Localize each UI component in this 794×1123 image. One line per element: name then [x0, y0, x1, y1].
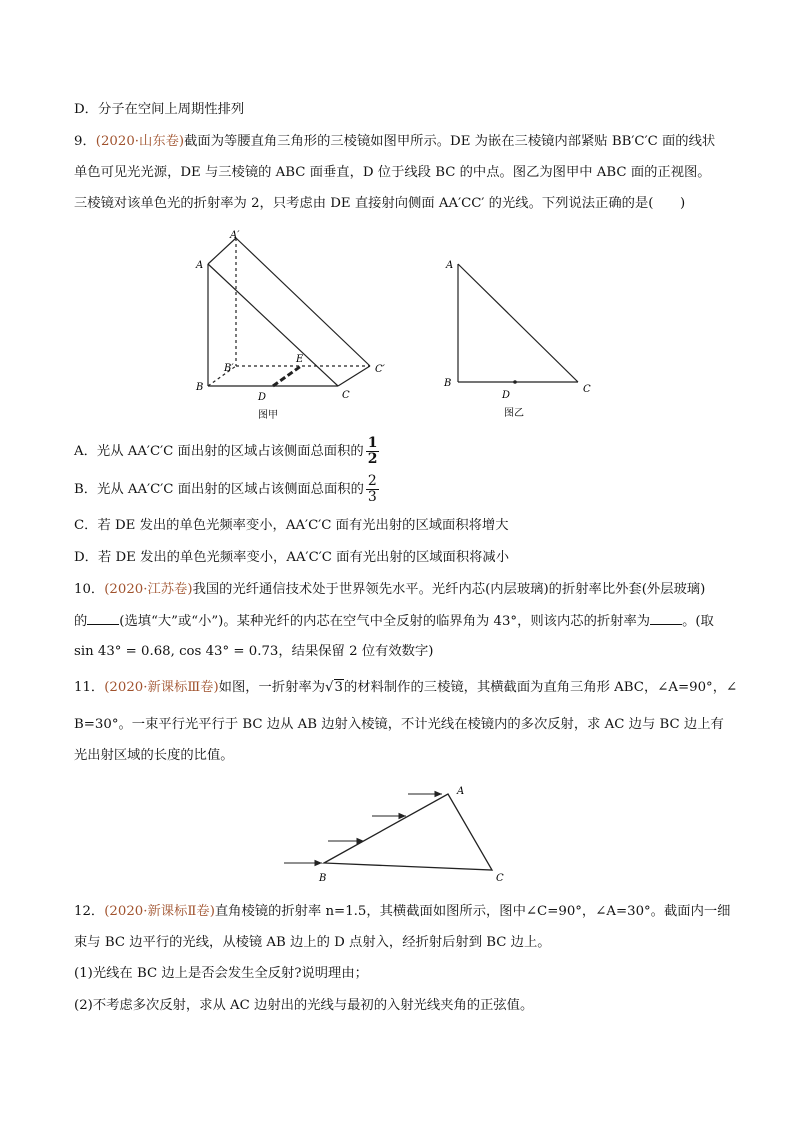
- fig-yi-label-c: C: [583, 384, 591, 395]
- q12-source: (2020·新课标Ⅱ卷): [104, 904, 215, 919]
- q9-option-a: A．光从 AA′C′C 面出射的区域占该侧面总面积的 $\frac{1}{2}$: [74, 435, 378, 467]
- q9-figure-jia: [190, 226, 390, 422]
- q9-option-c: C．若 DE 发出的单色光频率变小，AA′C′C 面有光出射的区域面积将增大: [74, 518, 509, 533]
- q11-line1: 11．(2020·新课标Ⅲ卷)如图，一折射率为√3的材料制作的三棱镜，其横截面为直角三角形 ABC，∠A=90°，∠: [74, 678, 737, 698]
- q12-number: 12．: [74, 904, 105, 919]
- q9-figure-yi: [440, 252, 600, 422]
- q10-source: (2020·江苏卷): [104, 582, 193, 597]
- fig-yi-label-a: A: [446, 260, 454, 271]
- q11-fig-label-c: C: [496, 873, 504, 884]
- q10-blank-2: [650, 611, 682, 625]
- fig-jia-label-d: D: [258, 392, 267, 403]
- q12-sub1: (1)光线在 BC 边上是否会发生全反射?说明理由；: [74, 966, 368, 981]
- q9-option-d: D．若 DE 发出的单色光频率变小，AA′C′C 面有光出射的区域面积将减小: [74, 550, 510, 565]
- q9-line2: 单色可见光光源，DE 与三棱镜的 ABC 面垂直，D 位于线段 BC 的中点。图乙为图甲中 ABC 面的正视图。: [74, 165, 711, 180]
- q10-blank-1: [87, 611, 119, 625]
- fig-yi-label-d: D: [502, 390, 511, 401]
- q11-sqrt: √3: [325, 680, 343, 695]
- q11-source: (2020·新课标Ⅲ卷): [104, 680, 219, 695]
- q11-line2: B=30°。一束平行光平行于 BC 边从 AB 边射入棱镜，不计光线在棱镜内的多次反射，求 AC 边与 BC 边上有: [74, 717, 724, 732]
- q11-fig-label-b: B: [319, 873, 327, 884]
- fig-jia-label-a1: A′: [230, 230, 240, 241]
- q12-line1: 12．(2020·新课标Ⅱ卷)直角棱镜的折射率 n=1.5，其横截面如图所示，图中∠C=90°，∠A=30°。截面内一细: [74, 904, 731, 919]
- q12-sub2: (2)不考虑多次反射，求从 AC 边射出的光线与最初的入射光线夹角的正弦值。: [74, 998, 534, 1013]
- q9-line1: [74, 132, 715, 152]
- q10-number: 10．: [74, 582, 105, 597]
- q11-number: 11．: [74, 680, 105, 695]
- fig-yi-label-b: B: [444, 378, 452, 389]
- q12-line2: 束与 BC 边平行的光线，从棱镜 AB 边上的 D 点射入，经折射后射到 BC 边上。: [74, 935, 551, 950]
- fig-jia-label-b: B: [196, 382, 204, 393]
- fig-jia-label-a: A: [196, 260, 204, 271]
- fig-jia-caption: 图甲: [258, 410, 278, 421]
- q9-option-b-fraction: $\frac{2}{3}$: [367, 473, 377, 505]
- q11-line3: 光出射区域的长度的比值。: [74, 748, 234, 763]
- fig-yi-caption: 图乙: [504, 408, 524, 419]
- q11-fig-label-a: A: [457, 786, 465, 797]
- q10-line3: sin 43° = 0.68, cos 43° = 0.73，结果保留 2 位有效数字): [74, 644, 434, 659]
- fig-jia-label-c: C: [342, 390, 350, 401]
- q10-line1: 10．(2020·江苏卷)我国的光纤通信技术处于世界领先水平。光纤内芯(内层玻璃)的折射率比外套(外层玻璃): [74, 582, 706, 597]
- prev-option-d: D．分子在空间上周期性排列: [74, 102, 245, 117]
- q10-line2: 的 (选填“大”或“小”)。某种光纤的内芯在空气中全反射的临界角为 43°，则该内芯的折射率为 。(取: [74, 611, 714, 632]
- q9-text1: 截面为等腰直角三角形的三棱镜如图甲所示。DE 为嵌在三棱镜内部紧贴 BB′C′C 面的线状: [184, 134, 716, 149]
- q9-source: (2020·山东卷): [95, 134, 185, 149]
- fig-jia-label-b1: B′: [224, 363, 234, 374]
- q9-number: 9．: [74, 134, 96, 149]
- fig-jia-label-c1: C′: [375, 364, 385, 375]
- fig-jia-label-e: E: [296, 354, 304, 365]
- q11-figure: [276, 780, 516, 886]
- q9-option-a-fraction: $\frac{1}{2}$: [367, 435, 378, 467]
- q9-option-b: B．光从 AA′C′C 面出射的区域占该侧面总面积的 $\frac{2}{3}$: [74, 473, 377, 505]
- q9-line3: 三棱镜对该单色光的折射率为 2，只考虑由 DE 直接射向侧面 AA′CC′ 的光线。下列说法正确的是( ): [74, 196, 686, 211]
